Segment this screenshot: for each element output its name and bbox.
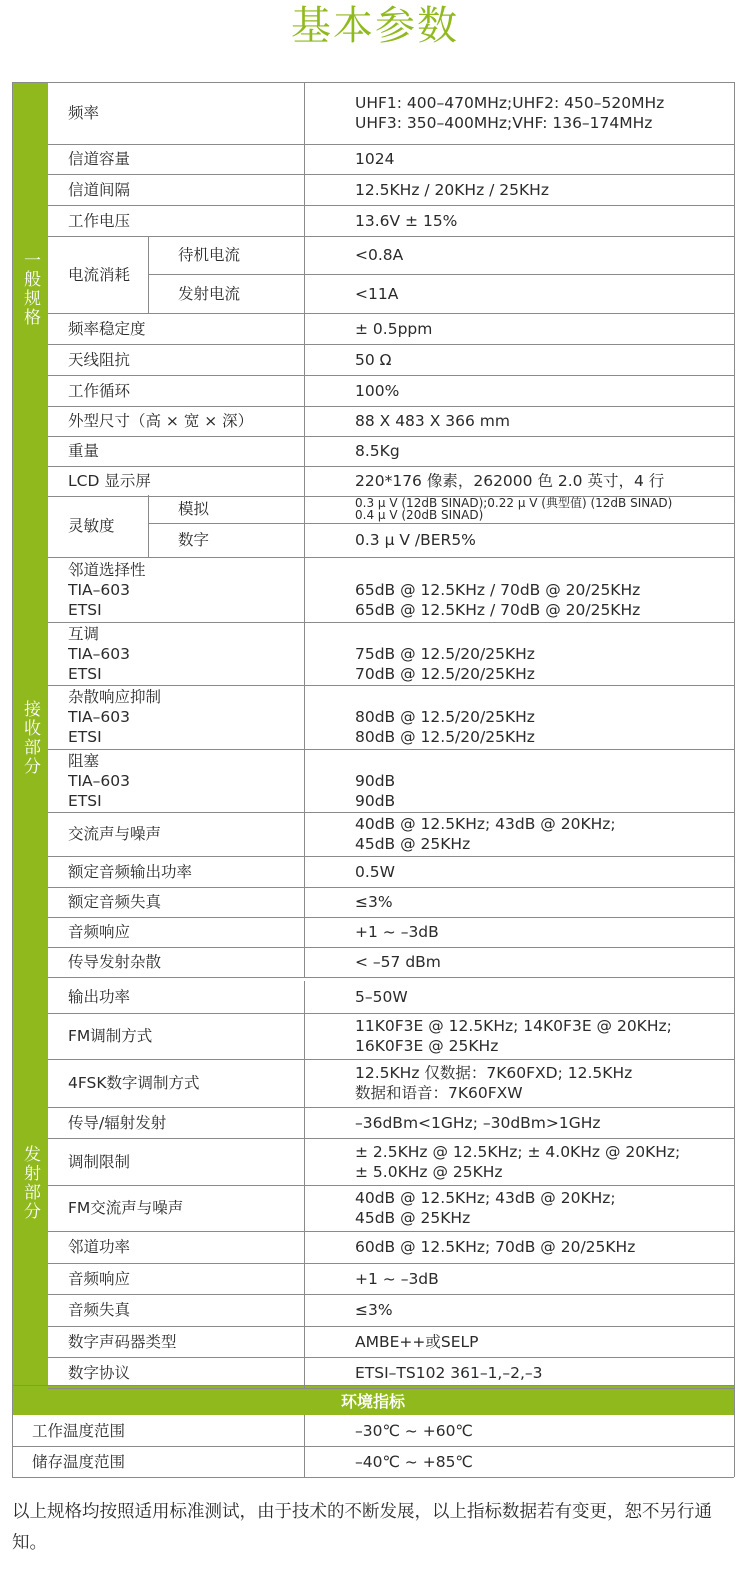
sub-param-label-line: 数字 xyxy=(178,531,210,549)
row-divider xyxy=(148,523,734,524)
param-label-line: 额定音频输出功率 xyxy=(68,862,193,881)
param-value xyxy=(355,1294,730,1326)
param-label xyxy=(32,1415,300,1446)
param-label-line: 信道间隔 xyxy=(68,180,131,199)
param-label xyxy=(32,1446,300,1477)
param-value-line xyxy=(355,687,730,707)
param-label-line: ETSI xyxy=(68,791,102,810)
param-label xyxy=(68,1107,300,1138)
param-value-line: 0.3 μ V /BER5% xyxy=(355,531,476,549)
param-value-line: <0.8A xyxy=(355,246,404,264)
param-value xyxy=(355,981,730,1013)
page-title: 基本参数 xyxy=(291,3,459,49)
param-value-line: 5–50W xyxy=(355,988,408,1006)
param-label-line: 额定音频失真 xyxy=(68,893,162,911)
param-label-line: 交流声与噪声 xyxy=(68,825,162,843)
section-header-environment: 环境指标 xyxy=(12,1385,734,1415)
param-value xyxy=(355,375,730,406)
param-value-line: 220*176 像素，262000 色 2.0 英寸，4 行 xyxy=(355,472,665,490)
param-label xyxy=(68,917,300,947)
param-label-line: 传导/辐射发射 xyxy=(68,1113,167,1132)
param-value xyxy=(355,205,730,236)
param-value xyxy=(355,1059,730,1107)
param-value xyxy=(355,1107,730,1138)
param-value xyxy=(355,1013,730,1059)
param-label-line: 频率稳定度 xyxy=(68,319,146,338)
param-value-line: 50 Ω xyxy=(355,350,392,369)
param-label xyxy=(68,495,148,557)
param-label-line: 数字协议 xyxy=(68,1363,131,1382)
param-label-line: TIA–603 xyxy=(68,644,130,663)
param-label xyxy=(68,1013,300,1059)
table-left-border xyxy=(12,82,13,1477)
param-value-line: 13.6V ± 15% xyxy=(355,211,458,230)
value-divider xyxy=(304,1415,305,1477)
param-label xyxy=(68,436,300,466)
param-value-line: 90dB xyxy=(355,771,396,790)
param-value xyxy=(355,466,730,496)
table-top-border xyxy=(12,82,734,83)
param-label-line: 电流消耗 xyxy=(68,265,131,284)
param-value-line: 70dB @ 12.5/20/25KHz xyxy=(355,664,535,683)
param-value-line: 8.5Kg xyxy=(355,442,400,460)
param-label xyxy=(68,236,148,313)
param-label-line: 传导发射杂散 xyxy=(68,953,162,971)
param-value-line: <11A xyxy=(355,284,399,303)
param-value-line: ± 5.0KHz @ 25KHz xyxy=(355,1162,503,1181)
param-value xyxy=(355,812,730,856)
param-value xyxy=(355,144,730,174)
sub-param-label xyxy=(178,523,304,557)
param-label xyxy=(68,856,300,887)
param-label xyxy=(68,1231,300,1263)
param-value-line: 80dB @ 12.5/20/25KHz xyxy=(355,708,535,726)
param-value-line: 75dB @ 12.5/20/25KHz xyxy=(355,644,535,663)
param-label-line: FM交流声与噪声 xyxy=(68,1199,184,1217)
param-value-line: 12.5KHz / 20KHz / 25KHz xyxy=(355,180,549,199)
param-label-line: ETSI xyxy=(68,600,102,619)
param-label xyxy=(68,1326,300,1357)
param-label-line: TIA–603 xyxy=(68,580,130,599)
env-top-border xyxy=(12,1385,734,1386)
value-divider xyxy=(304,495,305,977)
param-label-line: 4FSK数字调制方式 xyxy=(68,1074,200,1092)
sub-param-label xyxy=(178,495,304,523)
param-label xyxy=(68,557,300,622)
param-value-line: ≤3% xyxy=(355,893,393,911)
param-label-line: 频率 xyxy=(68,104,100,122)
param-label-line: ETSI xyxy=(68,664,102,683)
param-value xyxy=(355,749,730,812)
param-label xyxy=(68,1294,300,1326)
param-label-line: 邻道选择性 xyxy=(68,560,146,579)
section-label-transmit: 发射部分 xyxy=(20,1145,40,1221)
param-label-line: LCD 显示屏 xyxy=(68,472,151,490)
param-value xyxy=(355,236,730,274)
param-value xyxy=(355,495,730,523)
param-value-line: 0.5W xyxy=(355,862,395,881)
param-value xyxy=(355,1231,730,1263)
param-label-line: FM调制方式 xyxy=(68,1027,153,1045)
spec-table xyxy=(12,82,734,1477)
param-value xyxy=(355,436,730,466)
param-value xyxy=(355,406,730,436)
param-value xyxy=(355,174,730,205)
sub-param-label-line: 模拟 xyxy=(178,500,210,518)
param-label xyxy=(68,406,300,436)
param-value-line: ETSI–TS102 361–1,–2,–3 xyxy=(355,1363,543,1382)
param-label xyxy=(68,82,300,144)
param-label-line: 外型尺寸（高 × 宽 × 深） xyxy=(68,412,254,430)
param-label-line: 音频失真 xyxy=(68,1301,131,1319)
section-band-transmit xyxy=(12,981,48,1385)
param-value xyxy=(355,344,730,375)
param-label-line: 天线阻抗 xyxy=(68,350,131,369)
param-value xyxy=(355,622,730,685)
param-value-line: 0.3 μ V (12dB SINAD);0.22 μ V (典型值) (12dB SINAD) xyxy=(355,496,673,510)
param-value-line: 90dB xyxy=(355,791,396,810)
param-label xyxy=(68,466,300,496)
section-label-general: 一般规格 xyxy=(20,250,40,327)
param-value-line xyxy=(355,751,730,771)
sub-param-label-line: 发射电流 xyxy=(178,284,241,303)
param-value-line: 数据和语音：7K60FXW xyxy=(355,1084,523,1102)
sub-param-label xyxy=(178,274,304,313)
param-value-line: 16K0F3E @ 25KHz xyxy=(355,1037,499,1055)
param-value xyxy=(355,1415,730,1446)
param-label xyxy=(68,749,300,812)
param-label-line: TIA–603 xyxy=(68,708,130,726)
param-value-line: 11K0F3E @ 12.5KHz; 14K0F3E @ 20KHz; xyxy=(355,1017,672,1035)
param-label-line: 音频响应 xyxy=(68,923,131,941)
param-value-line: +1 ~ –3dB xyxy=(355,1269,439,1288)
param-label xyxy=(68,344,300,375)
param-value xyxy=(355,274,730,313)
param-label xyxy=(68,1357,300,1388)
param-value xyxy=(355,557,730,622)
param-value xyxy=(355,1263,730,1294)
param-label xyxy=(68,375,300,406)
param-label xyxy=(68,174,300,205)
param-label xyxy=(68,622,300,685)
param-label xyxy=(68,1185,300,1231)
section-band-general xyxy=(12,82,48,495)
param-label-line: 调制限制 xyxy=(68,1152,131,1171)
param-value-line: ≤3% xyxy=(355,1301,393,1319)
param-value-line: 80dB @ 12.5/20/25KHz xyxy=(355,728,535,746)
section-label-receive: 接收部分 xyxy=(20,700,40,776)
param-value-line: AMBE++或SELP xyxy=(355,1332,479,1351)
param-label xyxy=(68,981,300,1013)
param-value xyxy=(355,82,730,144)
param-value-line xyxy=(355,560,730,580)
param-label-line: 重量 xyxy=(68,442,100,460)
row-divider xyxy=(48,1388,734,1389)
param-label-line: 输出功率 xyxy=(68,988,131,1006)
param-value-line: ± 2.5KHz @ 12.5KHz; ± 4.0KHz @ 20KHz; xyxy=(355,1142,681,1161)
param-label xyxy=(68,887,300,917)
table-right-border xyxy=(734,82,735,1477)
param-value-line: 60dB @ 12.5KHz; 70dB @ 20/25KHz xyxy=(355,1238,636,1256)
param-label-line: ETSI xyxy=(68,728,102,746)
param-value xyxy=(355,1326,730,1357)
param-value-line: 1024 xyxy=(355,150,395,168)
param-value xyxy=(355,523,730,557)
param-label-line: 数字声码器类型 xyxy=(68,1332,177,1351)
value-divider xyxy=(304,82,305,496)
param-value-line: 12.5KHz 仅数据：7K60FXD; 12.5KHz xyxy=(355,1064,633,1082)
param-label-line: 信道容量 xyxy=(68,150,131,168)
param-value-line: UHF1: 400–470MHz;UHF2: 450–520MHz xyxy=(355,94,665,112)
sub-divider xyxy=(148,495,149,557)
param-label-line: 邻道功率 xyxy=(68,1238,131,1256)
sub-param-label-line: 待机电流 xyxy=(178,246,241,264)
param-value-line: +1 ~ –3dB xyxy=(355,923,439,941)
param-value xyxy=(355,887,730,917)
param-label-line: 杂散响应抑制 xyxy=(68,688,162,706)
param-label-line: TIA–603 xyxy=(68,771,130,790)
param-label xyxy=(68,1138,300,1185)
value-divider xyxy=(304,981,305,1388)
param-label xyxy=(68,685,300,749)
param-value xyxy=(355,947,730,977)
param-label xyxy=(68,812,300,856)
param-value-line: 45dB @ 25KHz xyxy=(355,835,471,853)
param-value-line: 65dB @ 12.5KHz / 70dB @ 20/25KHz xyxy=(355,600,641,619)
param-value-line: < –57 dBm xyxy=(355,953,441,971)
param-value xyxy=(355,1446,730,1477)
param-value xyxy=(355,856,730,887)
param-label xyxy=(68,313,300,344)
param-value xyxy=(355,1185,730,1231)
param-value xyxy=(355,1138,730,1185)
param-label xyxy=(68,1059,300,1107)
footnote: 以上规格均按照适用标准测试，由于技术的不断发展，以上指标数据若有变更，恕不另行通知。 xyxy=(12,1502,712,1553)
row-divider xyxy=(48,977,734,978)
param-value-line: 40dB @ 12.5KHz; 43dB @ 20KHz; xyxy=(355,815,616,833)
param-label xyxy=(68,1263,300,1294)
param-value xyxy=(355,685,730,749)
row-divider xyxy=(12,1477,734,1478)
param-label-line: 储存温度范围 xyxy=(32,1452,126,1471)
param-label xyxy=(68,205,300,236)
param-label-line: 阻塞 xyxy=(68,751,100,770)
param-value-line: 65dB @ 12.5KHz / 70dB @ 20/25KHz xyxy=(355,580,641,599)
param-value-line: 88 X 483 X 366 mm xyxy=(355,412,510,430)
param-value-line: 100% xyxy=(355,381,400,400)
param-value-line: –36dBm<1GHz; –30dBm>1GHz xyxy=(355,1113,601,1132)
param-value xyxy=(355,313,730,344)
param-label-line: 工作电压 xyxy=(68,211,131,230)
param-label xyxy=(68,144,300,174)
param-value-line: 40dB @ 12.5KHz; 43dB @ 20KHz; xyxy=(355,1189,616,1207)
param-label-line: 互调 xyxy=(68,624,100,643)
param-value-line: –30℃ ~ +60℃ xyxy=(355,1421,473,1440)
row-divider xyxy=(148,274,734,275)
section-band-receive xyxy=(12,495,48,981)
param-value xyxy=(355,917,730,947)
param-value-line: 0.4 μ V (20dB SINAD) xyxy=(355,508,484,522)
param-value-line: –40℃ ~ +85℃ xyxy=(355,1452,473,1471)
param-value-line xyxy=(355,624,730,644)
param-label-line: 工作循环 xyxy=(68,381,131,400)
param-value-line: UHF3: 350–400MHz;VHF: 136–174MHz xyxy=(355,114,653,132)
param-value-line: 45dB @ 25KHz xyxy=(355,1209,471,1227)
param-value-line: ± 0.5ppm xyxy=(355,319,433,338)
param-label-line: 灵敏度 xyxy=(68,517,115,535)
param-value xyxy=(355,1357,730,1388)
sub-param-label xyxy=(178,236,304,274)
param-label-line: 工作温度范围 xyxy=(32,1421,126,1440)
param-label xyxy=(68,947,300,977)
param-label-line: 音频响应 xyxy=(68,1269,131,1288)
